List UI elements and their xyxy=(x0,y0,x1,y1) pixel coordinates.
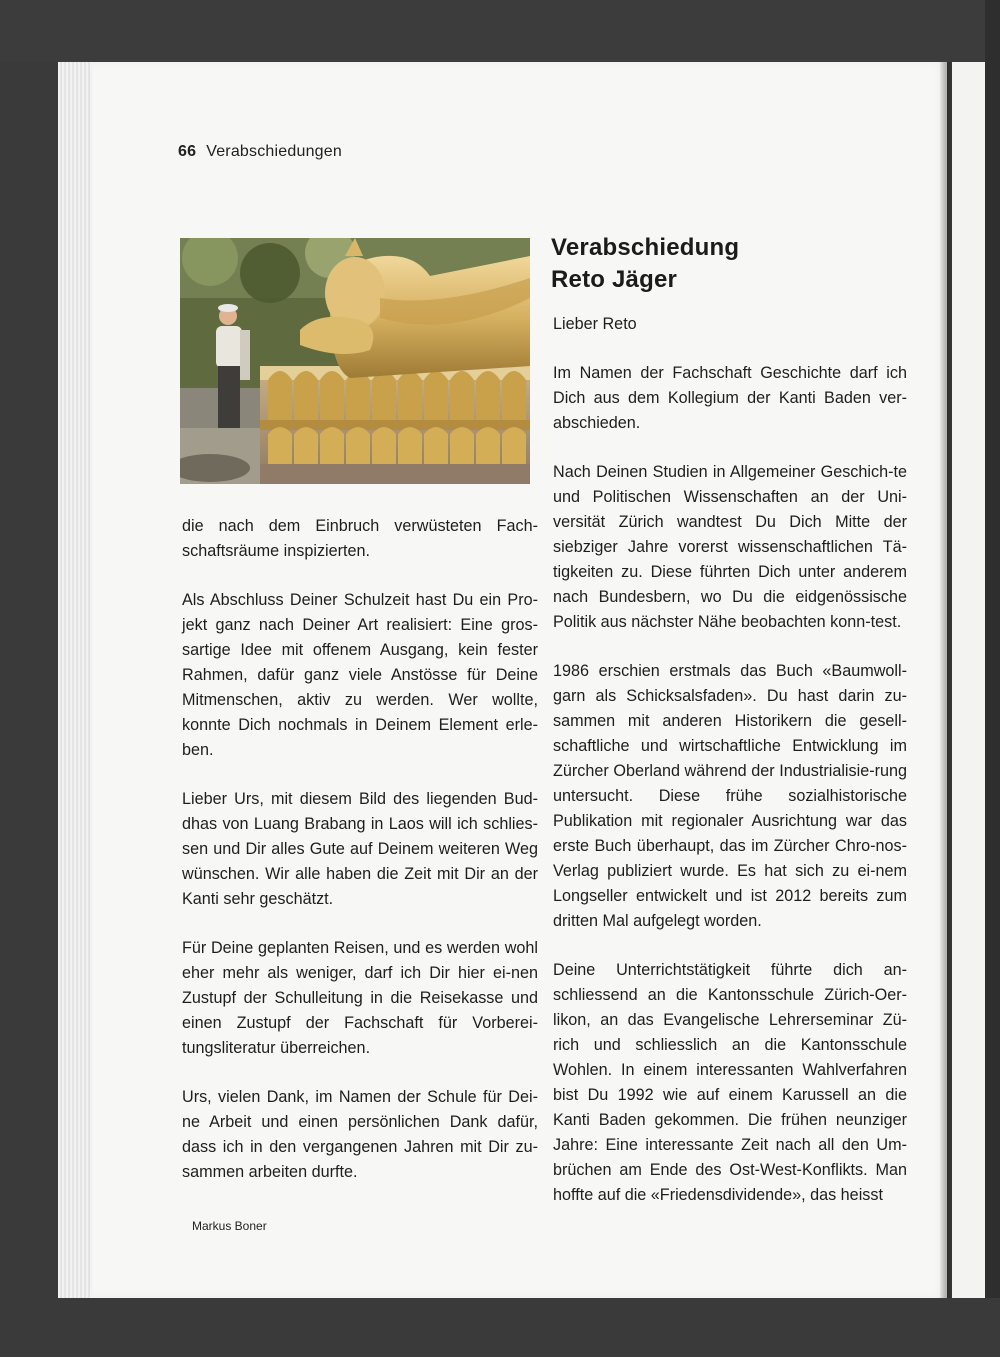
man-cap xyxy=(218,304,238,312)
paragraph: Als Abschluss Deiner Schulzeit hast Du ein Pro-jekt ganz nach Deiner Art realisiert: Eine gros-sartige Idee mit offenem Ausgang, kein fester Rahmen, dafür ganz viele Anstösse für Deine Mitmenschen, aktiv zu werden. Wer wollte, konnte Dich nochmals in Deinem Element erle-ben. xyxy=(182,591,538,759)
paragraph: Lieber Urs, mit diesem Bild des liegenden Bud-dhas von Luang Brabang in Laos will ich schlies-sen und Dir alles Gute auf Deinem weiteren Weg wünschen. Wir alle haben die Zeit mit Dir an der Kanti sehr geschätzt. xyxy=(182,790,538,908)
man-trousers xyxy=(218,366,240,428)
paragraph: Für Deine geplanten Reisen, und es werden wohl eher mehr als weniger, darf ich Dir hier ei-nen Zustupf der Schulleitung in die Reisekasse und einen Zustupf der Fachschaft für Vorberei-tungsliteratur überreichen. xyxy=(182,939,538,1057)
paragraph: Urs, vielen Dank, im Namen der Schule für Dei-ne Arbeit und einen persönlichen Dank dafür, dass ich in den vergangenen Jahren mit Dir zu-sammen arbeiten durfte. xyxy=(182,1088,538,1181)
paragraph: Deine Unterrichtstätigkeit führte dich an-schliessend an die Kantonsschule Zürich-Oer-likon, an das Evangelische Lehrerseminar Zü-rich und schliesslich an die Kantonsschule Wohlen. In einem interessanten Wahlverfahren bist Du 1992 wie auf einem Karussell an die Kanti Baden gekommen. Die frühen neunziger Jahre: Eine interessante Zeit nach all den Um-brüchen am Ende des Ost-West-Konflikts. Man hoffte auf die «Friedensdividende», das heisst xyxy=(553,961,907,1204)
scanner-background-right xyxy=(985,0,1000,1357)
buddha-arm xyxy=(300,317,373,354)
scanner-background-top xyxy=(0,0,1000,62)
book-gutter xyxy=(940,62,952,1298)
left-column xyxy=(182,514,538,1209)
photo-illustration xyxy=(180,238,530,484)
next-page-edge xyxy=(952,62,985,1298)
article-title xyxy=(551,232,739,296)
section-title: Verabschiedungen xyxy=(206,143,342,160)
running-head xyxy=(178,143,342,161)
salutation: Lieber Reto xyxy=(553,315,637,333)
author-signature: Markus Boner xyxy=(192,1219,267,1233)
paragraph: 1986 erschien erstmals das Buch «Baumwoll-garn als Schicksalsfaden». Du hast darin zu-sammen mit anderen Historikern die gesell-schaftliche und wirtschaftliche Entwicklung im Zürcher Oberland während der Industrialisie-rung untersucht. Diese frühe sozialhistorische Publikation mit regionaler Ausrichtung war das erste Buch überhaupt, das im Zürcher Chro-nos-Verlag publiziert wurde. Es hat sich zu ei-nem Longseller entwickelt und ist 2012 bereits zum dritten Mal aufgelegt worden. xyxy=(553,662,907,930)
paragraph: die nach dem Einbruch verwüsteten Fach-schaftsräume inspizierten. xyxy=(182,517,538,560)
man-shirt xyxy=(216,326,242,368)
page-number: 66 xyxy=(178,143,197,160)
right-column xyxy=(553,312,907,1232)
scanner-background-bottom xyxy=(0,1298,1000,1357)
paragraph: Nach Deinen Studien in Allgemeiner Geschich-te und Politischen Wissenschaften an der Uni-versität Zürich wandtest Du Dich Mitte der siebziger Jahre vorerst wissenschaftlichen Tä-tigkeiten zu. Diese führten Dich unter anderem nach Bundesbern, wo Du die eidgenössische Politik aus nächster Nähe beobachten konn-test. xyxy=(553,463,907,631)
article-title-line-2: Reto Jäger xyxy=(551,266,678,293)
paragraph: Im Namen der Fachschaft Geschichte darf ich Dich aus dem Kollegium der Kanti Baden ver-abschieden. xyxy=(553,364,907,432)
reclining-buddha-photo xyxy=(180,238,530,484)
article-title-line-1: Verabschiedung xyxy=(551,234,740,261)
